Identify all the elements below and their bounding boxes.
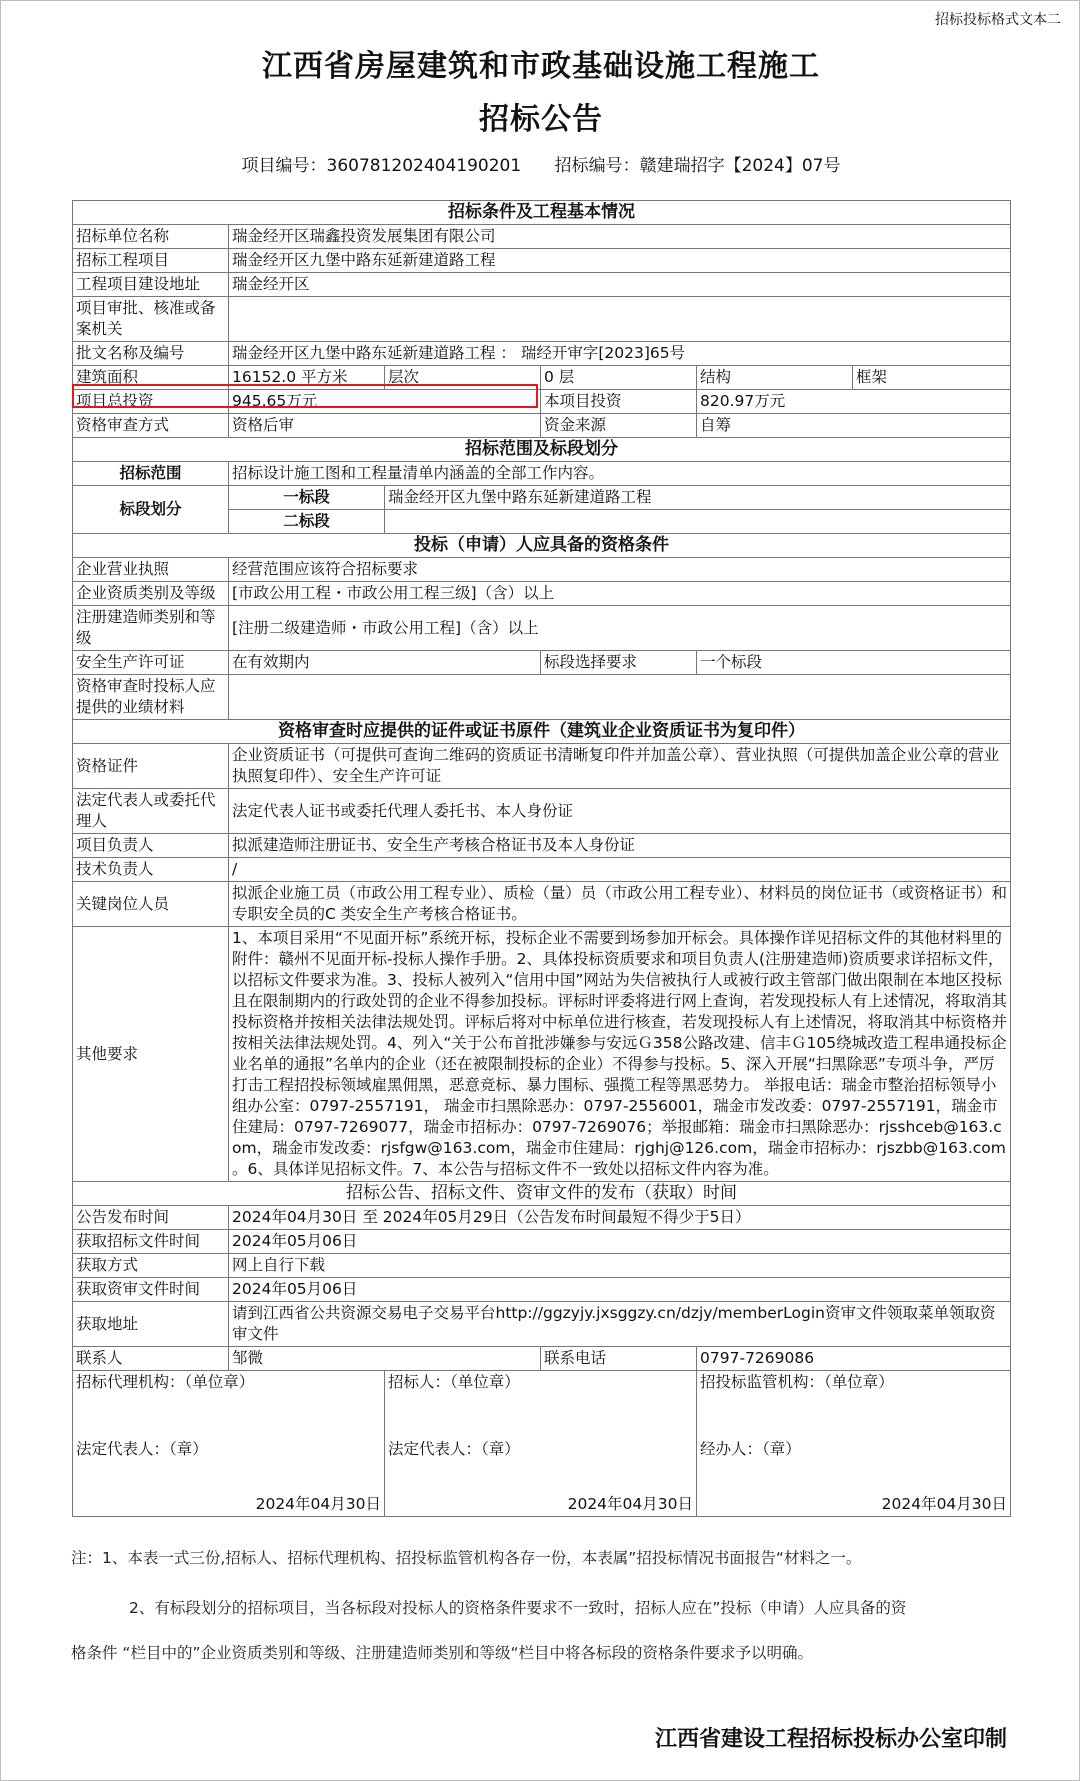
row-label: 资格审查时投标人应提供的业绩材料 xyxy=(73,675,229,720)
agency-signature-block xyxy=(73,1371,385,1517)
row-label: 注册建造师类别和等级 xyxy=(73,606,229,651)
row-label: 标段划分 xyxy=(73,486,229,534)
row-label: 标段选择要求 xyxy=(541,651,697,675)
row-value: 框架 xyxy=(853,366,1011,390)
row-label: 本项目投资 xyxy=(541,390,697,414)
signature-row xyxy=(73,1371,1011,1517)
row-value: 2024年04月30日 至 2024年05月29日（公告发布时间最短不得少于5日） xyxy=(229,1206,1011,1230)
table-row xyxy=(73,834,1011,858)
row-label: 企业营业执照 xyxy=(73,558,229,582)
table-row xyxy=(73,789,1011,834)
table-row xyxy=(73,462,1011,486)
row-value: 瑞金经开区九堡中路东延新建道路工程 ： 瑞经开审字[2023]65号 xyxy=(229,342,1011,366)
row-value: 瑞金经开区九堡中路东延新建道路工程 xyxy=(229,249,1011,273)
table-row xyxy=(73,558,1011,582)
row-label: 获取资审文件时间 xyxy=(73,1278,229,1302)
row-value: 0797-7269086 xyxy=(697,1347,1011,1371)
document-subtitle: 招标公告 xyxy=(479,102,603,137)
row-label: 获取地址 xyxy=(73,1302,229,1347)
row-value: 请到江西省公共资源交易电子交易平台http://ggzyjy.jxsggzy.cn/dzjy/memberLogin资审文件领取菜单领取资审文件 xyxy=(229,1302,1011,1347)
row-label: 工程项目建设地址 xyxy=(73,273,229,297)
section-header-row xyxy=(73,201,1011,225)
row-value: 2024年05月06日 xyxy=(229,1278,1011,1302)
agency-seal-label: 招标代理机构：（单位章） xyxy=(76,1373,255,1391)
supervisor-sign-date: 2024年04月30日 xyxy=(881,1495,1008,1513)
row-value: 法定代表人证书或委托代理人委托书、本人身份证 xyxy=(229,789,1011,834)
supervisor-seal-label: 招投标监管机构：（单位章） xyxy=(700,1373,894,1391)
table-row xyxy=(73,414,1011,438)
row-value: 瑞金经开区瑞鑫投资发展集团有限公司 xyxy=(229,225,1011,249)
lot-label: 二标段 xyxy=(229,510,385,534)
format-label: 招标投标格式文本二 xyxy=(935,12,1061,28)
table-row xyxy=(73,1206,1011,1230)
table-row xyxy=(73,297,1011,342)
tenderer-signature-block xyxy=(385,1371,697,1517)
handler-label: 经办人：（章） xyxy=(700,1440,801,1458)
row-label: 资格证件 xyxy=(73,744,229,789)
row-label: 安全生产许可证 xyxy=(73,651,229,675)
row-value: 2024年05月06日 xyxy=(229,1230,1011,1254)
row-label: 招标范围 xyxy=(73,462,229,486)
printer-footer: 江西省建设工程招标投标办公室印制 xyxy=(654,1727,1007,1752)
note-2: 2、有标段划分的招标项目，当各标段对投标人的资格条件要求不一致时，招标人应在”投标（申请）人应具备的资 xyxy=(129,1599,907,1617)
row-value: / xyxy=(229,858,1011,882)
row-label: 招标单位名称 xyxy=(73,225,229,249)
section-title: 招标公告、招标文件、资审文件的发布（获取）时间 xyxy=(73,1182,1011,1206)
table-row xyxy=(73,1278,1011,1302)
row-label: 招标工程项目 xyxy=(73,249,229,273)
row-value: 0 层 xyxy=(541,366,697,390)
row-label: 其他要求 xyxy=(73,927,229,1182)
row-label: 联系人 xyxy=(73,1347,229,1371)
table-row xyxy=(73,582,1011,606)
row-value xyxy=(229,675,1011,720)
row-label: 层次 xyxy=(385,366,541,390)
id-line xyxy=(1,151,1080,176)
tenderer-seal-label: 招标人：（单位章） xyxy=(388,1373,520,1391)
row-value: 邹微 xyxy=(229,1347,541,1371)
lot-value xyxy=(385,510,1011,534)
row-label: 企业资质类别及等级 xyxy=(73,582,229,606)
row-value: 自筹 xyxy=(697,414,1011,438)
row-value: 拟派建造师注册证书、安全生产考核合格证书及本人身份证 xyxy=(229,834,1011,858)
row-value: 网上自行下载 xyxy=(229,1254,1011,1278)
table-row xyxy=(73,1230,1011,1254)
document-title: 江西省房屋建筑和市政基础设施工程施工 xyxy=(262,49,820,84)
highlight-box xyxy=(72,384,538,408)
row-value: 拟派企业施工员（市政公用工程专业）、质检（量）员（市政公用工程专业）、材料员的岗位证书（或资格证书）和专职安全员的C 类安全生产考核合格证书。 xyxy=(229,882,1011,927)
row-value: 瑞金经开区 xyxy=(229,273,1011,297)
table-row xyxy=(73,606,1011,651)
agency-legal-rep-label: 法定代表人：（章） xyxy=(76,1440,208,1458)
bid-number: 招标编号：赣建瑞招字【2024】07号 xyxy=(554,156,841,176)
table-row xyxy=(73,1254,1011,1278)
agency-sign-date: 2024年04月30日 xyxy=(255,1495,381,1513)
table-row xyxy=(73,744,1011,789)
row-value: 招标设计施工图和工程量清单内涵盖的全部工作内容。 xyxy=(229,462,1011,486)
row-label: 资格审查方式 xyxy=(73,414,229,438)
section-header-row xyxy=(73,534,1011,558)
row-label: 获取方式 xyxy=(73,1254,229,1278)
row-label: 关键岗位人员 xyxy=(73,882,229,927)
lot-label: 一标段 xyxy=(229,486,385,510)
table-row xyxy=(73,882,1011,927)
section-title: 招标条件及工程基本情况 xyxy=(73,201,1011,225)
row-value: [注册二级建造师・市政公用工程]（含）以上 xyxy=(229,606,1011,651)
section-header-row xyxy=(73,720,1011,744)
row-value: 945.65万元 xyxy=(229,390,541,414)
section-title: 资格审查时应提供的证件或证书原件（建筑业企业资质证书为复印件） xyxy=(73,720,1011,744)
row-value: 企业资质证书（可提供可查询二维码的资质证书清晰复印件并加盖公章）、营业执照（可提供加盖企业公章的营业执照复印件）、安全生产许可证 xyxy=(229,744,1011,789)
row-label: 资金来源 xyxy=(541,414,697,438)
project-number: 项目编号：360781202404190201 xyxy=(241,156,522,176)
row-value xyxy=(229,297,1011,342)
table-row xyxy=(73,486,1011,510)
row-label: 获取招标文件时间 xyxy=(73,1230,229,1254)
table-row xyxy=(73,273,1011,297)
section-header-row xyxy=(73,1182,1011,1206)
tenderer-sign-date: 2024年04月30日 xyxy=(567,1495,693,1513)
row-label: 结构 xyxy=(697,366,853,390)
tenderer-legal-rep-label: 法定代表人：（章） xyxy=(388,1440,520,1458)
row-value: 在有效期内 xyxy=(229,651,541,675)
row-value: 资格后审 xyxy=(229,414,541,438)
supervisor-signature-block xyxy=(697,1371,1011,1517)
table-row xyxy=(73,927,1011,1182)
row-label: 建筑面积 xyxy=(73,366,229,390)
section-title: 投标（申请）人应具备的资格条件 xyxy=(73,534,1011,558)
row-value: 820.97万元 xyxy=(697,390,1011,414)
table-row xyxy=(73,858,1011,882)
table-row xyxy=(73,1347,1011,1371)
row-label: 项目负责人 xyxy=(73,834,229,858)
section-header-row xyxy=(73,438,1011,462)
table-row xyxy=(73,675,1011,720)
row-label: 公告发布时间 xyxy=(73,1206,229,1230)
table-row xyxy=(73,1302,1011,1347)
row-label: 联系电话 xyxy=(541,1347,697,1371)
row-label: 技术负责人 xyxy=(73,858,229,882)
row-value: 16152.0 平方米 xyxy=(229,366,385,390)
lot-value: 瑞金经开区九堡中路东延新建道路工程 xyxy=(385,486,1011,510)
row-value: 一个标段 xyxy=(697,651,1011,675)
note-1: 注：1、本表一式三份,招标人、招标代理机构、招投标监管机构各存一份，本表属”招投标情况书面报告“材料之一。 xyxy=(71,1549,862,1567)
row-label: 法定代表人或委托代理人 xyxy=(73,789,229,834)
row-value: [市政公用工程・市政公用工程三级]（含）以上 xyxy=(229,582,1011,606)
row-label: 项目审批、核准或备案机关 xyxy=(73,297,229,342)
table-row xyxy=(73,651,1011,675)
note-3: 格条件 “栏目中的”企业资质类别和等级、注册建造师类别和等级“栏目中将各标段的资格条件要求予以明确。 xyxy=(71,1644,814,1662)
row-label: 项目总投资 xyxy=(73,390,229,414)
table-row xyxy=(73,249,1011,273)
row-value: 1、本项目采用“不见面开标”系统开标，投标企业不需要到场参加开标会。具体操作详见招标文件的其他材料里的附件：赣州不见面开标-投标人操作手册。2、具体投标资质要求和项目负责人(注册建造师)资质要求详招标文件，以招标文件要求为准。3、投标人被列入“信用中国”网站为失信被执行人或被行政主管部门做出限制在本地区投标且在限制期内的行政处罚的企业不得参加投标。评标时评委将进行网上查询，若发现投标人有上述情况，将取消其投标资格并按相关法律法规处罚。评标后将对中标单位进行核查，若发现投标人有上述情况，将取消其中标资格并按相关法律法规处罚。4、列入“关于公布首批涉嫌参与安远Ｇ358公路改建、信丰Ｇ105绕城改造工程串通投标企业名单的通报”名单内的企业（还在被限制投标的企业）不得参与投标。5、深入开展“扫黑除恶”专项斗争，严厉打击工程招投标领域雇黑佣黑，恶意竞标、暴力围标、强揽工程等黑恶势力。 举报电话：瑞金市整治招标领导小组办公室：0797-2557191， 瑞金市扫黑除恶办：0797-2556001，瑞金市发改委：0797-2557191，瑞金市住建局：0797-7269077，瑞金市招标办：0797-7269076；举报邮箱：瑞金市扫黑除恶办：rjsshceb@163.com，瑞金市发改委：rjsfgw@163.com，瑞金市住建局：rjghj@126.com，瑞金市招标办：rjszbb@163.com 。6、具体详见招标文件。7、本公告与招标文件不一致处以招标文件内容为准。 xyxy=(229,927,1011,1182)
row-label: 批文名称及编号 xyxy=(73,342,229,366)
table-row xyxy=(73,342,1011,366)
section-title: 招标范围及标段划分 xyxy=(73,438,1011,462)
row-value: 经营范围应该符合招标要求 xyxy=(229,558,1011,582)
table-row xyxy=(73,225,1011,249)
